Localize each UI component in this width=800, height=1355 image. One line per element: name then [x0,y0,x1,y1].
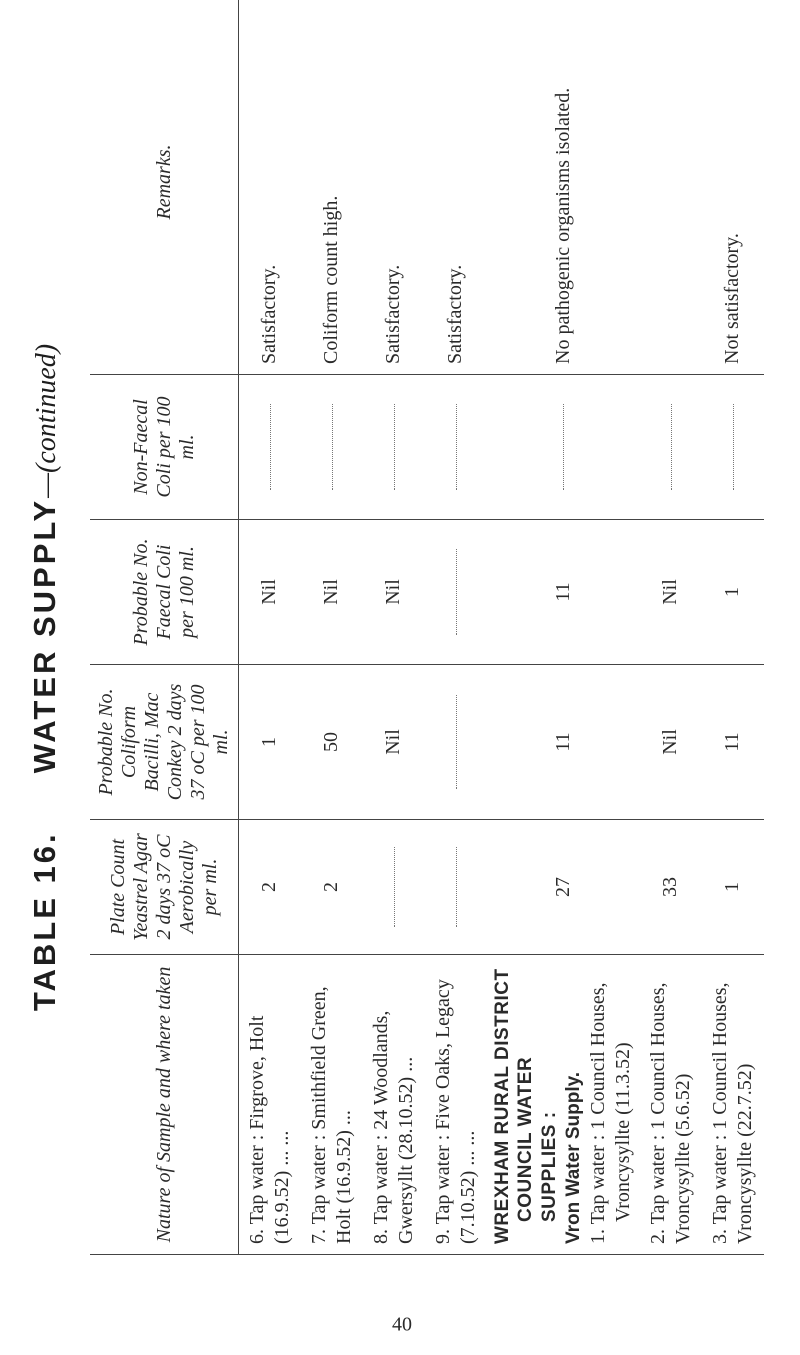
dot-leader [456,404,457,491]
cell-faecal: Nil [239,520,301,665]
cell-remarks: Not satisfactory. [702,0,764,375]
cell-nonfaecal [640,375,702,520]
col-nonfaecal-header: Non-Faecal Coli per 100 ml. [90,375,239,520]
col-faecal-header: Probable No. Faecal Coli per 100 ml. [90,520,239,665]
continued-label: —(continued) [31,343,62,498]
cell-nonfaecal [702,375,764,520]
cell-plate: 2 [239,820,301,955]
cell-coliform: 11 [702,665,764,820]
cell-nonfaecal [487,375,640,520]
cell-coliform: 1 [239,665,301,820]
cell-plate: 1 [702,820,764,955]
table-title: WATER SUPPLY [27,497,62,774]
cell-remarks [640,0,702,375]
cell-plate [425,820,487,955]
cell-nature [487,955,640,1255]
table-label: TABLE 16. [27,831,62,1012]
cell-nonfaecal [363,375,425,520]
cell-plate: 33 [640,820,702,955]
cell-nature: 9. Tap water : Five Oaks, Legacy (7.10.52) ... ... [425,955,487,1255]
dot-leader [456,549,457,636]
dot-leader [563,404,564,491]
cell-coliform: Nil [363,665,425,820]
page-heading [10,0,80,1355]
section-subtitle: Vron Water Supply. [562,1071,584,1244]
cell-faecal: 11 [487,520,640,665]
dot-leader [671,404,672,491]
cell-faecal [425,520,487,665]
cell-remarks: No pathogenic organisms isolated. [487,0,640,375]
cell-plate [363,820,425,955]
col-remarks-header: Remarks. [90,0,239,375]
dot-leader [332,404,333,491]
cell-nonfaecal [425,375,487,520]
cell-coliform [425,665,487,820]
col-plate-header: Plate Count Yeastrel Agar 2 days 37 oC Aerobically per ml. [90,820,239,955]
col-nature-header: Nature of Sample and where taken [90,955,239,1255]
cell-coliform: 11 [487,665,640,820]
cell-nature: 8. Tap water : 24 Woodlands, Gwersyllt (28.10.52) ... [363,955,425,1255]
cell-nonfaecal [301,375,363,520]
cell-coliform: Nil [640,665,702,820]
cell-faecal: Nil [363,520,425,665]
page-number: 40 [392,1313,412,1336]
cell-coliform: 50 [301,665,363,820]
cell-nature: 2. Tap water : 1 Council Houses, Vroncysyllte (5.6.52) [640,955,702,1255]
cell-remarks: Satisfactory. [363,0,425,375]
col-coliform-header: Probable No. Coliform Bacilli, Mac Conkey 2 days 37 oC per 100 ml. [90,665,239,820]
table-row [301,0,363,1255]
cell-nonfaecal [239,375,301,520]
cell-nature: 6. Tap water : Firgrove, Holt (16.9.52) ... ... [239,955,301,1255]
table-row [702,0,764,1255]
dot-leader [456,695,457,789]
table-row [239,0,301,1255]
table-row [425,0,487,1255]
cell-nature-text: 1. Tap water : 1 Council Houses, Vroncysyllte (11.3.52) [586,982,634,1244]
table-row [363,0,425,1255]
cell-faecal: Nil [640,520,702,665]
cell-remarks: Satisfactory. [425,0,487,375]
cell-plate: 2 [301,820,363,955]
dot-leader [733,404,734,491]
header-row [90,0,239,1255]
dot-leader [394,847,395,927]
table-row [640,0,702,1255]
section-title: WREXHAM RURAL DISTRICT COUNCIL WATER SUPPLIES : [491,968,560,1244]
page-number-area [0,1295,800,1355]
cell-nature: 7. Tap water : Smithfield Green, Holt (16.9.52) ... [301,955,363,1255]
cell-faecal: 1 [702,520,764,665]
cell-nature: 3. Tap water : 1 Council Houses, Vroncysyllte (22.7.52) [702,955,764,1255]
table-row [487,0,640,1255]
dot-leader [394,404,395,491]
cell-plate: 27 [487,820,640,955]
dot-leader [270,404,271,491]
cell-remarks: Coliform count high. [301,0,363,375]
cell-faecal: Nil [301,520,363,665]
dot-leader [456,847,457,927]
water-supply-table [90,0,764,1255]
cell-remarks: Satisfactory. [239,0,301,375]
